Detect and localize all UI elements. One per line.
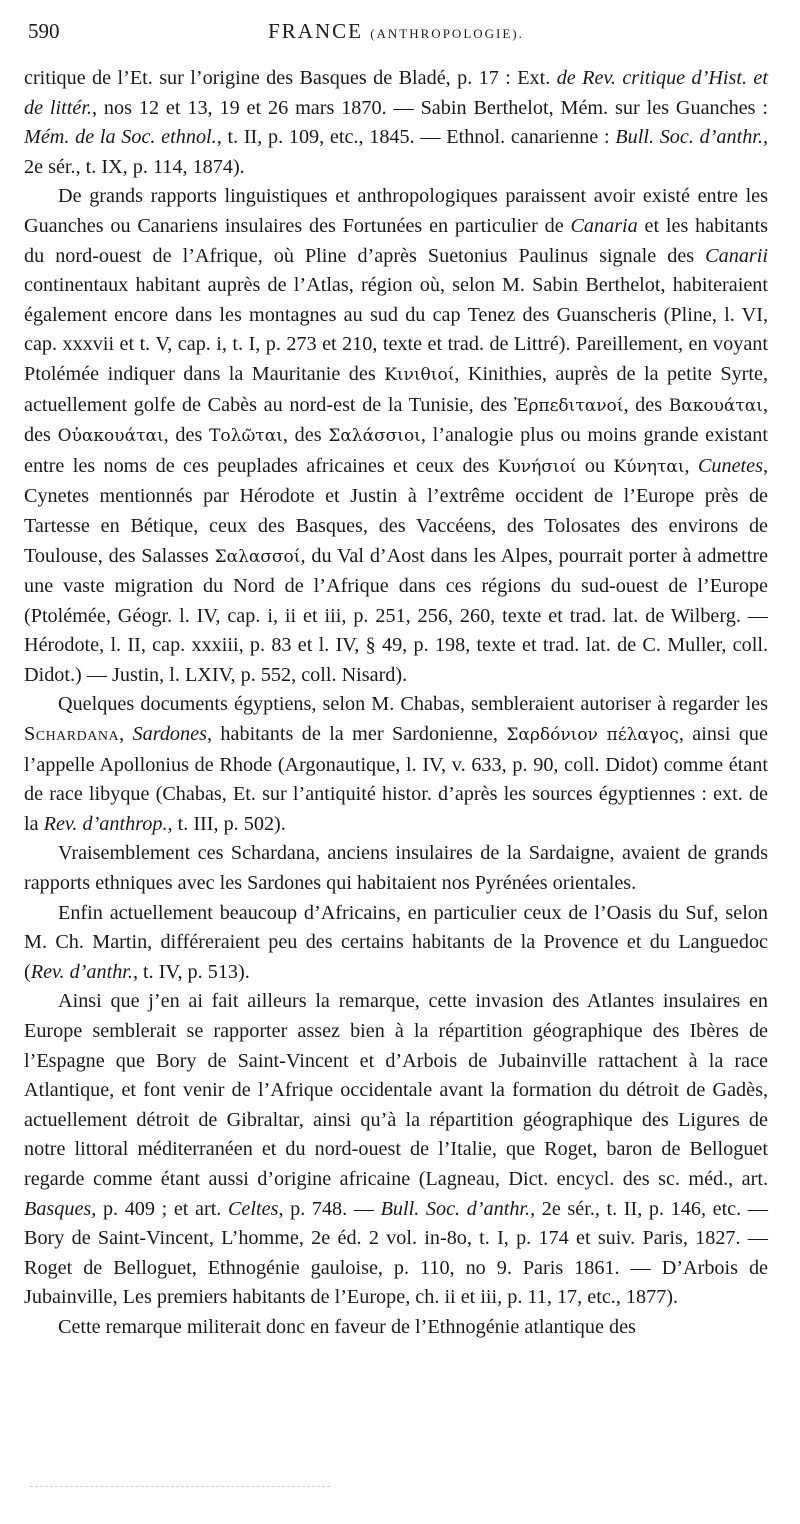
italic-text: Mém. de la Soc. ethnol.	[24, 126, 217, 149]
text-run: , des	[24, 393, 768, 447]
text-run: , des	[623, 393, 669, 416]
italic-text: de Rev. critique d’Hist. et de littér.	[24, 67, 768, 119]
italic-text: Celtes	[227, 1197, 279, 1220]
text-run: et les habitants du nord-ouest de l’Afrique, où Pline d’après Suetonius Paulinus signale des	[24, 214, 768, 267]
text-run: De grands rapports linguistiques et anthropologiques paraissent avoir existé entre les Guanches ou Canariens insulaires des Fortunées en particulier de	[24, 185, 768, 237]
text-run: , l’analogie plus ou moins grande existant entre les noms de ces peuplades africaines et ceux des	[24, 424, 768, 477]
paragraph-p5	[24, 899, 768, 988]
italic-text: Canaria	[570, 214, 638, 237]
document-page	[24, 0, 768, 1343]
greek-term: Σαλασσοί	[214, 546, 301, 567]
running-title-subtitle: (ANTHROPOLOGIE).	[370, 26, 524, 41]
body-text	[24, 64, 768, 1343]
italic-text: Sardones	[132, 723, 207, 746]
greek-term: Κινιθιοί	[384, 364, 455, 385]
text-run: , nos 12 et 13, 19 et 26 mars 1870. — Sabin Berthelot, Mém. sur les Guanches :	[92, 96, 768, 119]
paragraph-p3	[24, 690, 768, 839]
paragraph-p7	[24, 1313, 768, 1343]
text-run: , ainsi que l’appelle Apollonius de Rhode (Argonautique, l. IV, v. 633, p. 90, coll. Didot) comme étant de race libyque (Chabas, Et. sur l’antiquité histor. d’après les sources égyptiennes : ext. de la	[24, 723, 768, 835]
text-run: , des	[163, 424, 210, 447]
greek-term: Ἐρπεδιτανοί	[513, 395, 624, 416]
text-run: continentaux habitant auprès de l’Atlas, région où, selon M. Sabin Berthelot, habiteraient également encore dans les montagnes au sud du cap Tenez des Guanscheris (Pline, l. VI, cap. xxxvii et t. V, cap. i, t. I, p. 273 et 210, texte et trad. de Littré). Pareillement, en voyant Ptolémée indiquer dans la Mauritanie des	[24, 274, 768, 385]
italic-text: Rev. d’anthrop.	[43, 812, 168, 835]
text-run: Enfin actuellement beaucoup d’Africains, en particulier ceux de l’Oasis du Suf, selon M. Ch. Martin, différeraient peu des certains habitants de la Provence et du Languedoc (	[24, 901, 768, 983]
text-run: , t. IV, p. 513).	[132, 960, 250, 983]
text-run: ou	[576, 454, 614, 477]
greek-term: Τολῶται	[209, 426, 283, 447]
paragraph-p1	[24, 64, 768, 182]
text-run: , habitants de la mer Sardonienne,	[206, 723, 507, 746]
text-run: , t. II, p. 109, etc., 1845. — Ethnol. canarienne :	[216, 126, 616, 149]
page-number: 590	[28, 19, 60, 43]
text-run: Cette remarque militerait donc en faveur de l’Ethnogénie atlantique des	[58, 1315, 636, 1338]
greek-term: Σαρδόνιον πέλαγος	[506, 725, 679, 746]
text-run: , des	[282, 424, 329, 447]
italic-text: Cunetes	[697, 454, 763, 477]
greek-term: Σαλάσσιοι	[328, 426, 421, 447]
paragraph-p4	[24, 839, 768, 898]
text-run: Schardana	[24, 723, 120, 746]
text-run: , 2e sér., t. IX, p. 114, 1874).	[24, 126, 769, 178]
greek-term: Βακουάται	[668, 395, 763, 416]
running-head	[24, 0, 768, 46]
greek-term: Οὐακουάται	[57, 426, 164, 447]
text-run: , p. 409 ; et art.	[91, 1197, 228, 1220]
italic-text: Canarii	[705, 244, 768, 267]
paragraph-p6	[24, 987, 768, 1313]
italic-text: Rev. d’anthr.	[30, 960, 133, 983]
text-run: Quelques documents égyptiens, selon M. Chabas, sembleraient autoriser à regarder les	[58, 693, 768, 716]
italic-text: Basques	[24, 1197, 92, 1220]
italic-text: Bull. Soc. d’anthr.	[380, 1197, 531, 1220]
italic-text: Bull. Soc. d’anthr.	[615, 126, 763, 149]
text-run: critique de l’Et. sur l’origine des Basques de Bladé, p. 17 : Ext.	[24, 67, 557, 89]
text-run: Ainsi que j’en ai fait ailleurs la remarque, cette invasion des Atlantes insulaires en Europe semblerait se rapporter assez bien à la répartition géographique des Ibères de l’Espagne que Bory de Saint-Vincent et d’Arbois de Jubainville rattachent à la race Atlantique, et font venir de l’Afrique occidentale avant la formation du détroit de Gadès, actuellement détroit de Gibraltar, ainsi qu’à la répartition géographique des Ligures de notre littoral méditerranéen et du nord-ouest de l’Italie, que Roget, baron de Belloguet regarde comme étant aussi d’origine africaine (Lagneau, Dict. encycl. des sc. méd., art.	[24, 990, 768, 1190]
running-title	[24, 8, 768, 57]
text-run: ,	[119, 723, 133, 746]
text-run: , t. III, p. 502).	[167, 812, 286, 835]
running-title-main: FRANCE	[268, 19, 363, 43]
text-run: , 2e sér., t. II, p. 146, etc. — Bory de Saint-Vincent, L’homme, 2e éd. 2 vol. in-8o, t. I, p. 174 et suiv. Paris, 1827. — Roget de Belloguet, Ethnogénie gauloise, p. 110, no 9. Paris 1861. — D’Arbois de Jubainville, Les premiers habitants de l’Europe, ch. ii et iii, p. 11, 17, etc., 1877).	[24, 1197, 768, 1309]
greek-term: Κυνήσιοί	[497, 456, 577, 477]
text-run: , p. 748. —	[278, 1197, 381, 1220]
text-run: , du Val d’Aost dans les Alpes, pourrait porter à admettre une vaste migration du Nord de l’Afrique dans ces régions du sud-ouest de l’Europe (Ptolémée, Géogr. l. IV, cap. i, ii et iii, p. 251, 256, 260, texte et trad. lat. de Wilberg. — Hérodote, l. II, cap. xxxiii, p. 83 et l. IV, § 49, p. 198, texte et trad. lat. de C. Muller, coll. Didot.) — Justin, l. LXIV, p. 552, coll. Nisard).	[24, 544, 769, 686]
greek-term: Κύνηται	[613, 456, 685, 477]
text-run: , Kinithies, auprès de la petite Syrte, actuellement golfe de Cabès au nord-est de la Tunisie, des	[24, 362, 769, 416]
text-run: Vraisemblement ces Schardana, anciens insulaires de la Sardaigne, avaient de grands rapports ethniques avec les Sardones qui habitaient nos Pyrénées orientales.	[24, 842, 768, 895]
text-run: , Cynetes mentionnés par Hérodote et Justin à l’extrême occident de l’Europe près de Tartesse en Bétique, ceux des Basques, des Vaccéens, des Tolosates des environs de Toulouse, des Salasses	[24, 454, 769, 567]
footer-rule	[30, 1486, 330, 1487]
paragraph-p2	[24, 182, 768, 690]
text-run: ,	[684, 454, 698, 477]
